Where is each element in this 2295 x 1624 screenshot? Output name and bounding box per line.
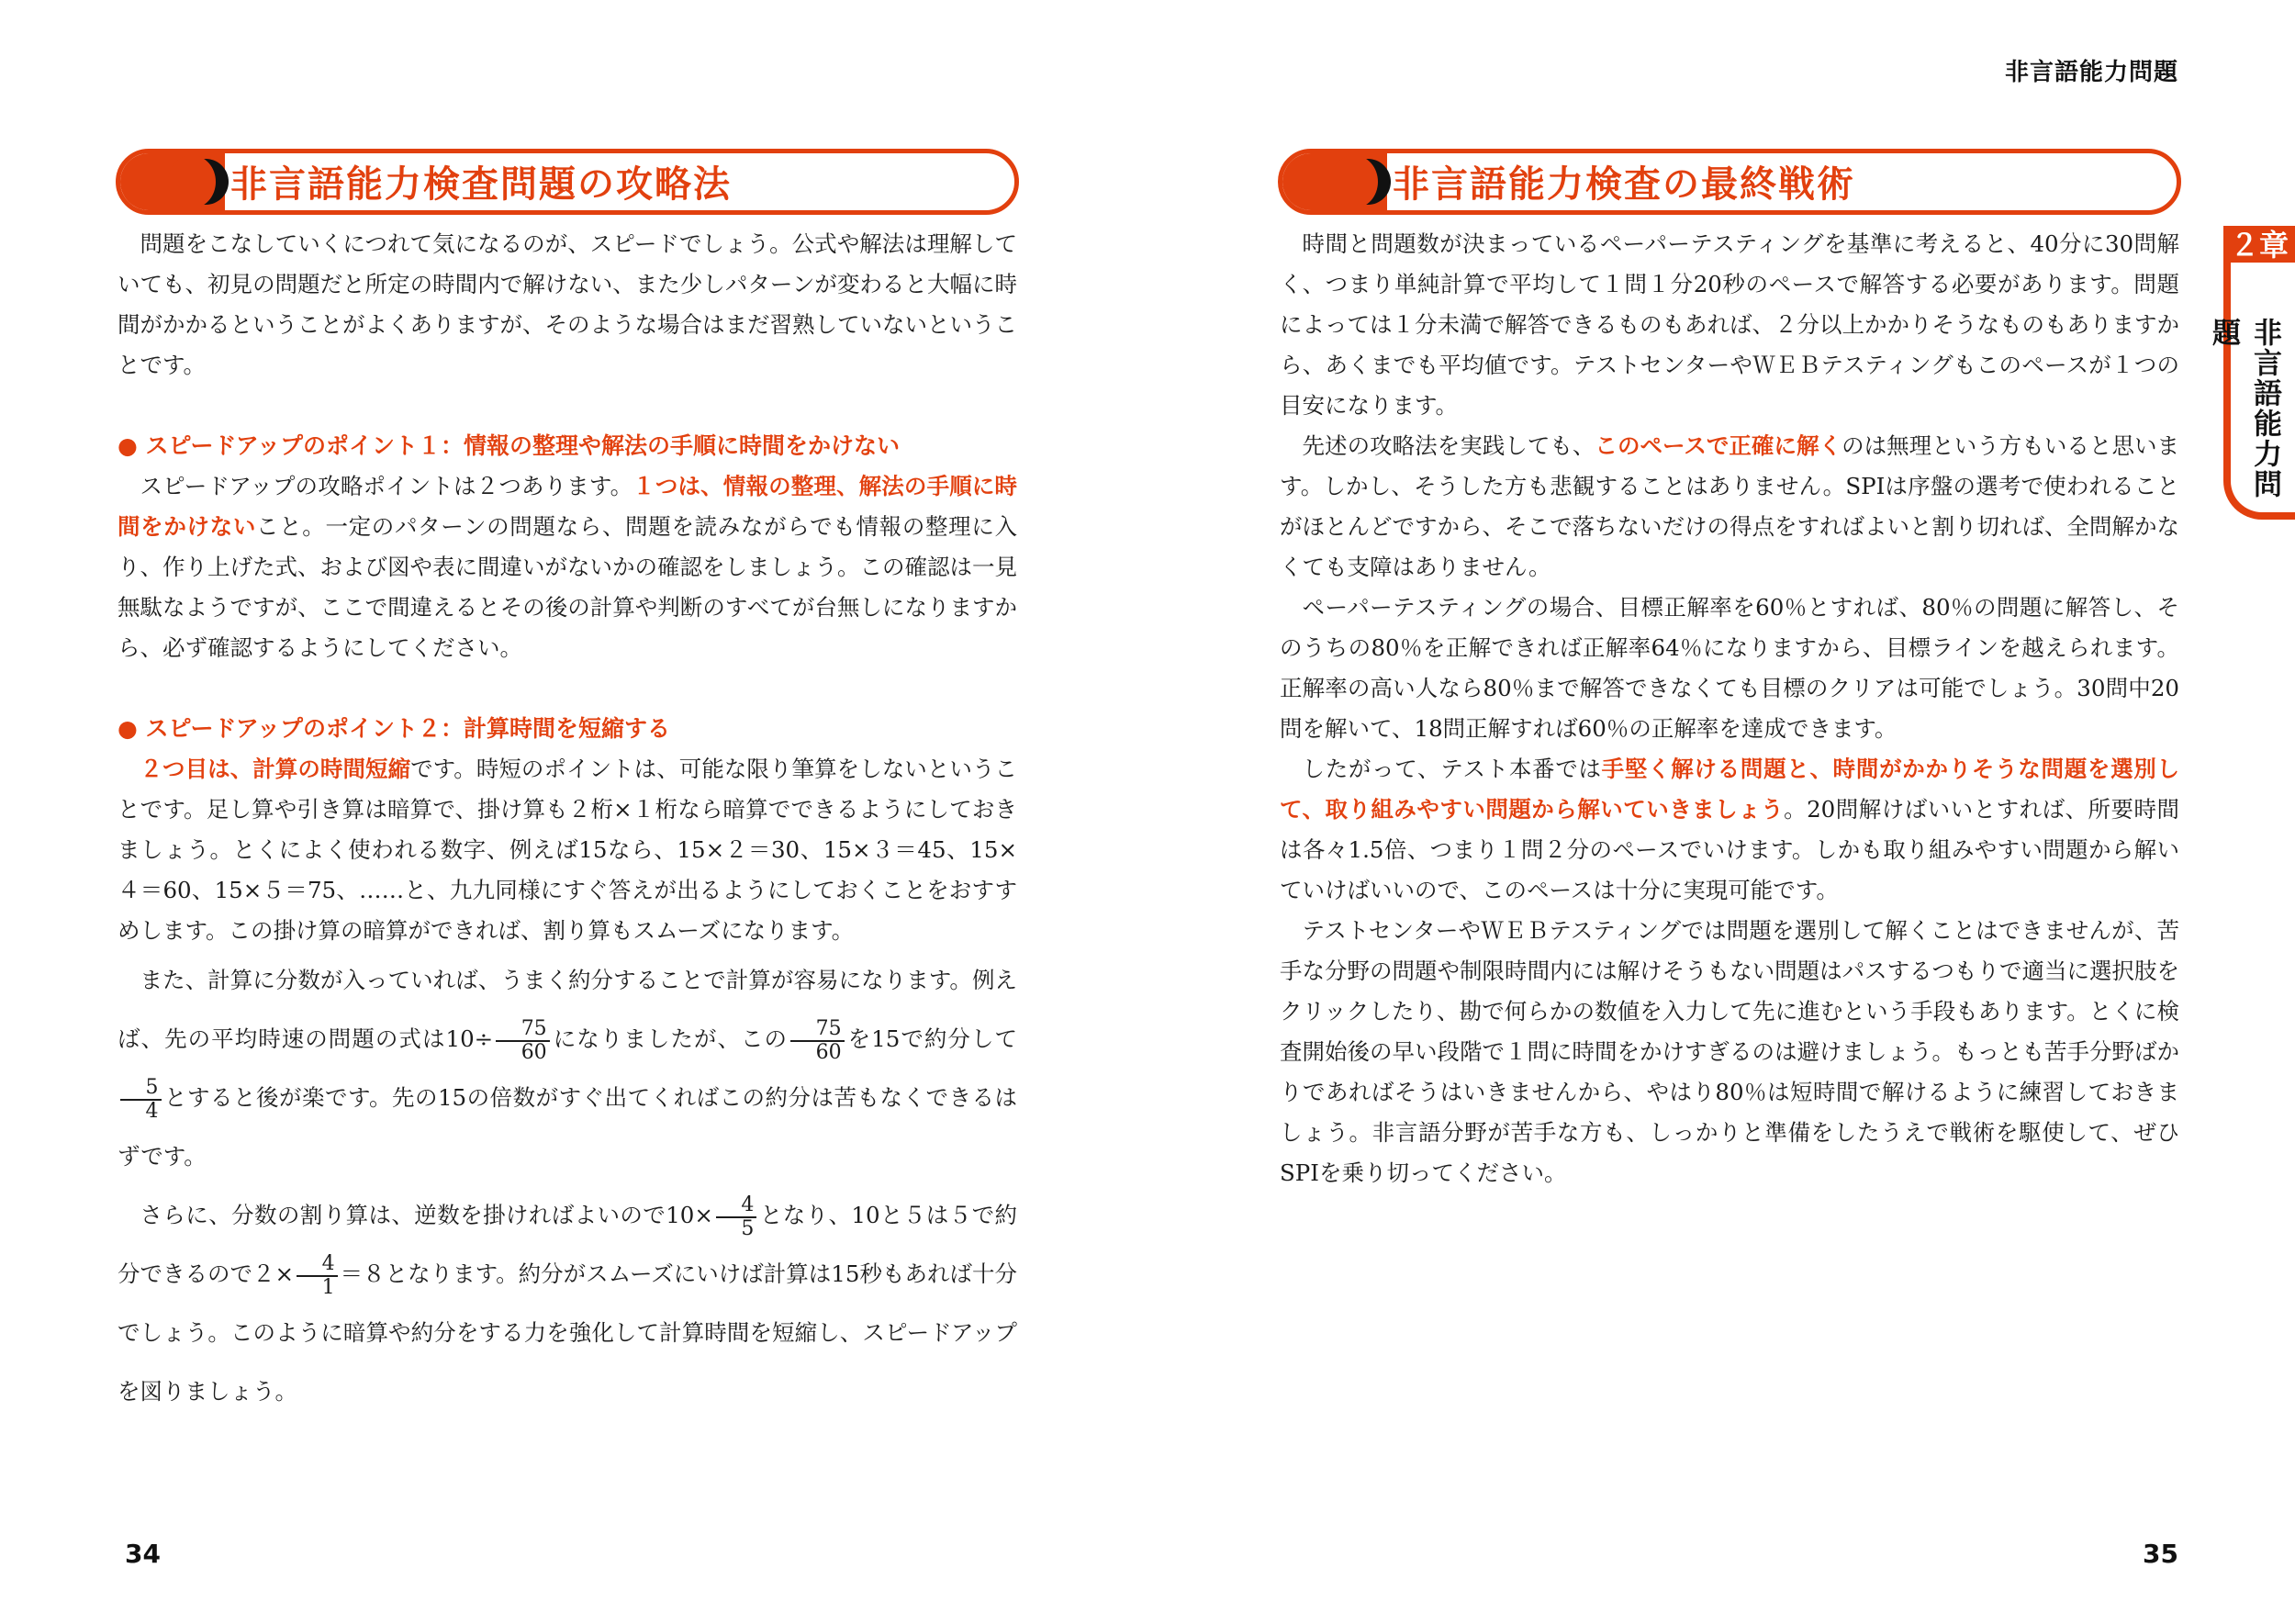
point2-highlight: ２つ目は、計算の時間短縮 (140, 756, 411, 782)
right-body (1280, 224, 2179, 1193)
fraction-4-5: $\frac{4}{5}$ (716, 1194, 757, 1240)
left-body (118, 224, 1017, 1421)
chapter-number: ２章 (2229, 228, 2289, 263)
chapter-tab (2207, 226, 2295, 520)
strategy-highlight-1: このペースで正確に解く (1595, 432, 1842, 459)
right-page-number: 35 (2143, 1539, 2178, 1569)
strategy-paragraph-2: 先述の攻略法を実践しても、このペースで正確に解くのは無理という方もいると思います。しかし、そうした方も悲観することはありません。SPIは序盤の選考で使われることがほとんどですから、そこで落ちないだけの得点をすればよいと割り切れば、全問解かなくても支障はありません。 (1280, 432, 2180, 580)
intro-paragraph: 問題をこなしていくにつれて気になるのが、スピードでしょう。公式や解法は理解していても、初見の問題だと所定の時間内で解けない、また少しパターンが変わると大幅に時間がかかるということがよくありますが、そのような場合はまだ習熟していないということです。 (118, 230, 1017, 378)
left-page-number: 34 (125, 1539, 161, 1569)
left-section-title-bar (116, 149, 1019, 215)
right-section-title-bar (1278, 149, 2181, 215)
left-section-title: 非言語能力検査問題の攻略法 (230, 163, 732, 206)
fraction-paragraph: また、計算に分数が入っていれば、うまく約分することで計算が容易になります。例えば、先の平均時速の問題の式は10÷ $\frac{75}{60}$ になりましたが、この $\frac{75}{60}$ を15で約分して $\frac{5}{4}$ とすると後が楽です。先の15の倍数がすぐ出てくればこの約分は苦もなくできるはずです。 (118, 967, 1017, 1170)
division-paragraph: さらに、分数の割り算は、逆数を掛ければよいので10× $\frac{4}{5}$ となり、10と５は５で約分できるので２× $\frac{4}{1}$ ＝８となります。約分がスムーズにいけば計算は15秒もあれば十分でしょう。このように暗算や約分をする力を強化して計算時間を短縮し、スピードアップを図りましょう。 (118, 1193, 1018, 1405)
fraction-5-4: $\frac{5}{4}$ (120, 1077, 162, 1123)
point2-heading: ● スピードアップのポイント２：計算時間を短縮する (118, 715, 671, 742)
point1-paragraph: スピードアップの攻略ポイントは２つあります。１つは、情報の整理、解法の手順に時間をかけないこと。一定のパターンの問題なら、問題を読みながらでも情報の整理に入り、作り上げた式、および図や表に間違いがないかの確認をしましょう。この確認は一見無駄なようですが、ここで間違えるとその後の計算や判断のすべてが台無しになりますから、必ず確認するようにしてください。 (118, 473, 1018, 661)
strategy-paragraph-3: ペーパーテスティングの場合、目標正解率を60％とすれば、80％の問題に解答し、そのうちの80％を正解できれば正解率64％になりますから、目標ラインを越えられます。正解率の高い人なら80％まで解答できなくても目標のクリアは可能でしょう。30問中20問を解いて、18問正解すれば60％の正解率を達成できます。 (1280, 594, 2179, 742)
strategy-highlight-2: 手堅く解ける問題と、時間がかかりそうな問題を選別して、取り組みやすい問題から解いていきましょう (1280, 756, 2179, 823)
fraction-75-60: $\frac{75}{60}$ (496, 1018, 550, 1064)
point1-heading: ● スピードアップのポイント１：情報の整理や解法の手順に時間をかけない (118, 432, 901, 459)
strategy-paragraph-4: したがって、テスト本番では手堅く解ける問題と、時間がかかりそうな問題を選別して、取り組みやすい問題から解いていきましょう。20問解けばいいとすれば、所要時間は各々1.5倍、つまり１問２分のペースでいけます。しかも取り組みやすい問題から解いていけばいいので、このペースは十分に実現可能です。 (1280, 756, 2179, 903)
strategy-paragraph-5: テストセンターやＷＥＢテスティングでは問題を選別して解くことはできませんが、苦手な分野の問題や制限時間内には解けそうもない問題はパスするつもりで適当に選択肢をクリックしたり、勘で何らかの数値を入力して先に進むという手段もあります。とくに検査開始後の早い段階で１問に時間をかけすぎるのは避けましょう。もっとも苦手分野ばかりであればそうはいきませんから、やはり80％は短時間で解けるように練習しておきましょう。非言語分野が苦手な方も、しっかりと準備をしたうえで戦術を駆使して、ぜひSPIを乗り切ってください。 (1280, 917, 2179, 1186)
right-section-title: 非言語能力検査の最終戦術 (1393, 163, 1855, 206)
point2-paragraph: ２つ目は、計算の時間短縮です。時短のポイントは、可能な限り筆算をしないということです。足し算や引き算は暗算で、掛け算も２桁×１桁なら暗算でできるようにしておきましょう。とくによく使われる数字、例えば15なら、15×２＝30、15×３＝45、15×４＝60、15×５＝75、……と、九九同様にすぐ答えが出るようにしておくことをおすすめします。この掛け算の暗算ができれば、割り算もスムーズになります。 (118, 756, 1017, 944)
point1-highlight: １つは、情報の整理、解法の手順に時間をかけない (118, 473, 1018, 540)
right-page (1148, 0, 2295, 1624)
fraction-75-60-b: $\frac{75}{60}$ (790, 1018, 845, 1064)
running-title: 非言語能力問題 (2004, 59, 2178, 86)
chapter-label: 非言語能力問題 (2207, 318, 2281, 499)
fraction-4-1: $\frac{4}{1}$ (297, 1253, 338, 1299)
strategy-paragraph-1: 時間と問題数が決まっているペーパーテスティングを基準に考えると、40分に30問解く、つまり単純計算で平均して１問１分20秒のペースで解答する必要があります。問題によっては１分未満で解答できるものもあれば、２分以上かかりそうなものもありますから、あくまでも平均値です。テストセンターやＷＥＢテスティングもこのペースが１つの目安になります。 (1280, 230, 2179, 419)
